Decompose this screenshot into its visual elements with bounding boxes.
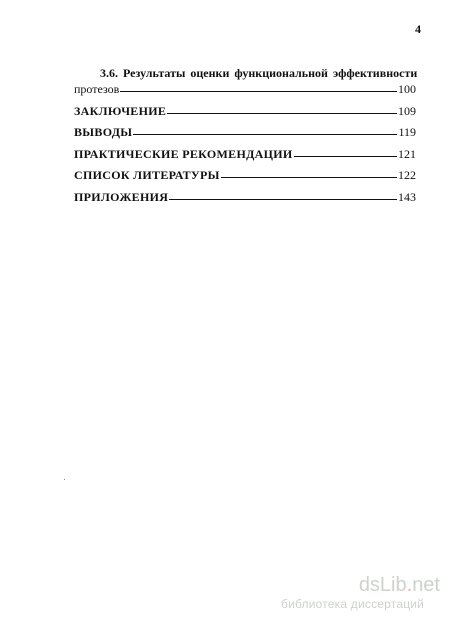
toc-page-ref: 121 — [398, 146, 416, 161]
toc-page-ref: 122 — [398, 168, 416, 182]
toc-leader-line — [169, 199, 397, 200]
toc-page-ref: 109 — [398, 103, 416, 118]
toc-page-ref: 119 — [398, 125, 416, 139]
toc-page-ref: 143 — [398, 189, 416, 204]
watermark-brand-post: net — [412, 574, 440, 596]
toc-entry-label: ПРИЛОЖЕНИЯ — [74, 189, 169, 204]
toc-leader-line — [221, 177, 397, 178]
toc-leader-line — [294, 156, 397, 157]
toc-row-findings[interactable] — [74, 125, 416, 147]
watermark-brand-dot: . — [406, 574, 413, 596]
dslib-watermark[interactable] — [281, 575, 446, 612]
toc-entry-label: СПИСОК ЛИТЕРАТУРЫ — [74, 168, 220, 182]
toc-row-section-3-6[interactable] — [74, 82, 416, 104]
scan-speck — [64, 479, 65, 480]
table-of-contents — [74, 66, 416, 211]
toc-row-conclusion[interactable] — [74, 104, 416, 126]
toc-page-ref: 100 — [398, 82, 416, 96]
toc-row-references[interactable] — [74, 168, 416, 190]
watermark-brand-pre: dsLib — [358, 574, 407, 596]
toc-row-appendices[interactable] — [74, 190, 416, 212]
watermark-brand — [281, 575, 446, 595]
toc-section-3-6-heading: 3.6. Результаты оценки функциональной эффективности — [100, 66, 418, 80]
toc-leader-line — [120, 91, 397, 92]
toc-entry-label: ПРАКТИЧЕСКИЕ РЕКОМЕНДАЦИИ — [74, 146, 293, 161]
toc-leader-line — [167, 113, 397, 114]
toc-leader-line — [133, 134, 397, 135]
toc-row-practical-recommendations[interactable] — [74, 147, 416, 169]
toc-entry-label: ВЫВОДЫ — [74, 125, 133, 139]
toc-section-3-6-continuation: протезов — [74, 82, 120, 96]
page-number: 4 — [415, 22, 421, 36]
toc-entry-label: ЗАКЛЮЧЕНИЕ — [74, 103, 167, 118]
watermark-tagline: библиотека диссертаций — [281, 597, 425, 611]
